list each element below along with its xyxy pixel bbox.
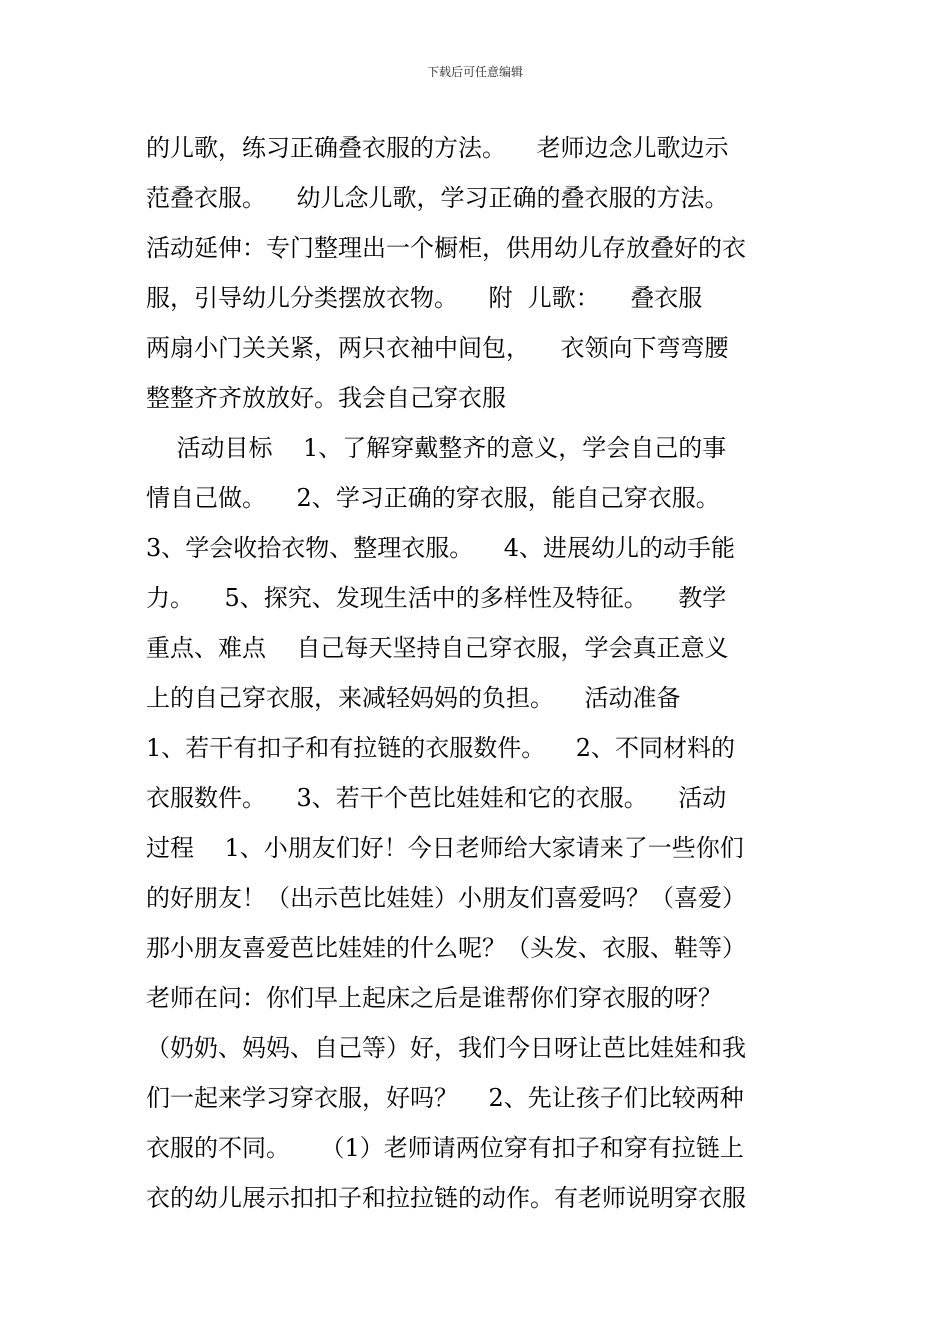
text-line-17: 那小朋友喜爱芭比娃娃的什么呢？（头发、衣服、鞋等）: [146, 934, 746, 962]
text-line-12: 上的自己穿衣服，来减轻妈妈的负担。 活动准备: [146, 684, 681, 712]
text-line-1: 的儿歌，练习正确叠衣服的方法。 老师边念儿歌边示: [146, 134, 729, 162]
text-line-21: 衣服的不同。 （1）老师请两位穿有扣子和穿有拉链上: [146, 1134, 744, 1162]
text-line-11: 重点、难点 自己每天坚持自己穿衣服，学会真正意义: [146, 634, 729, 662]
text-line-8: 情自己做。 2、学习正确的穿衣服，能自己穿衣服。: [146, 484, 720, 512]
text-line-20: 们一起来学习穿衣服，好吗？ 2、先让孩子们比较两种: [146, 1084, 744, 1112]
text-line-15: 过程 1、小朋友们好！今日老师给大家请来了一些你们: [146, 834, 744, 862]
text-line-14: 衣服数件。 3、若干个芭比娃娃和它的衣服。 活动: [146, 784, 727, 812]
text-line-18: 老师在问：你们早上起床之后是谁帮你们穿衣服的呀？: [146, 984, 722, 1012]
document-body: [146, 128, 806, 1228]
text-line-10: 力。 5、探究、发现生活中的多样性及特征。 教学: [146, 584, 727, 612]
text-line-13: 1、若干有扣子和有拉链的衣服数件。 2、不同材料的: [146, 734, 736, 762]
text-line-4: 服，引导幼儿分类摆放衣物。 附 儿歌： 叠衣服: [146, 284, 703, 312]
page-header: 下载后可任意编辑: [426, 65, 523, 79]
text-line-5: 两扇小门关关紧，两只衣袖中间包， 衣领向下弯弯腰: [146, 334, 729, 362]
text-line-6: 整整齐齐放放好。我会自己穿衣服: [146, 384, 506, 412]
text-line-22: 衣的幼儿展示扣扣子和拉拉链的动作。有老师说明穿衣服: [146, 1184, 746, 1212]
text-line-3: 活动延伸：专门整理出一个橱柜，供用幼儿存放叠好的衣: [146, 234, 746, 262]
text-line-19: （奶奶、妈妈、自己等）好，我们今日呀让芭比娃娃和我: [146, 1034, 746, 1062]
text-line-7: 活动目标 1、了解穿戴整齐的意义，学会自己的事: [146, 434, 727, 462]
text-line-16: 的好朋友！（出示芭比娃娃）小朋友们喜爱吗？（喜爱）: [146, 884, 746, 912]
text-line-2: 范叠衣服。 幼儿念儿歌，学习正确的叠衣服的方法。: [146, 184, 729, 212]
text-line-9: 3、学会收拾衣物、整理衣服。 4、进展幼儿的动手能: [146, 534, 736, 562]
